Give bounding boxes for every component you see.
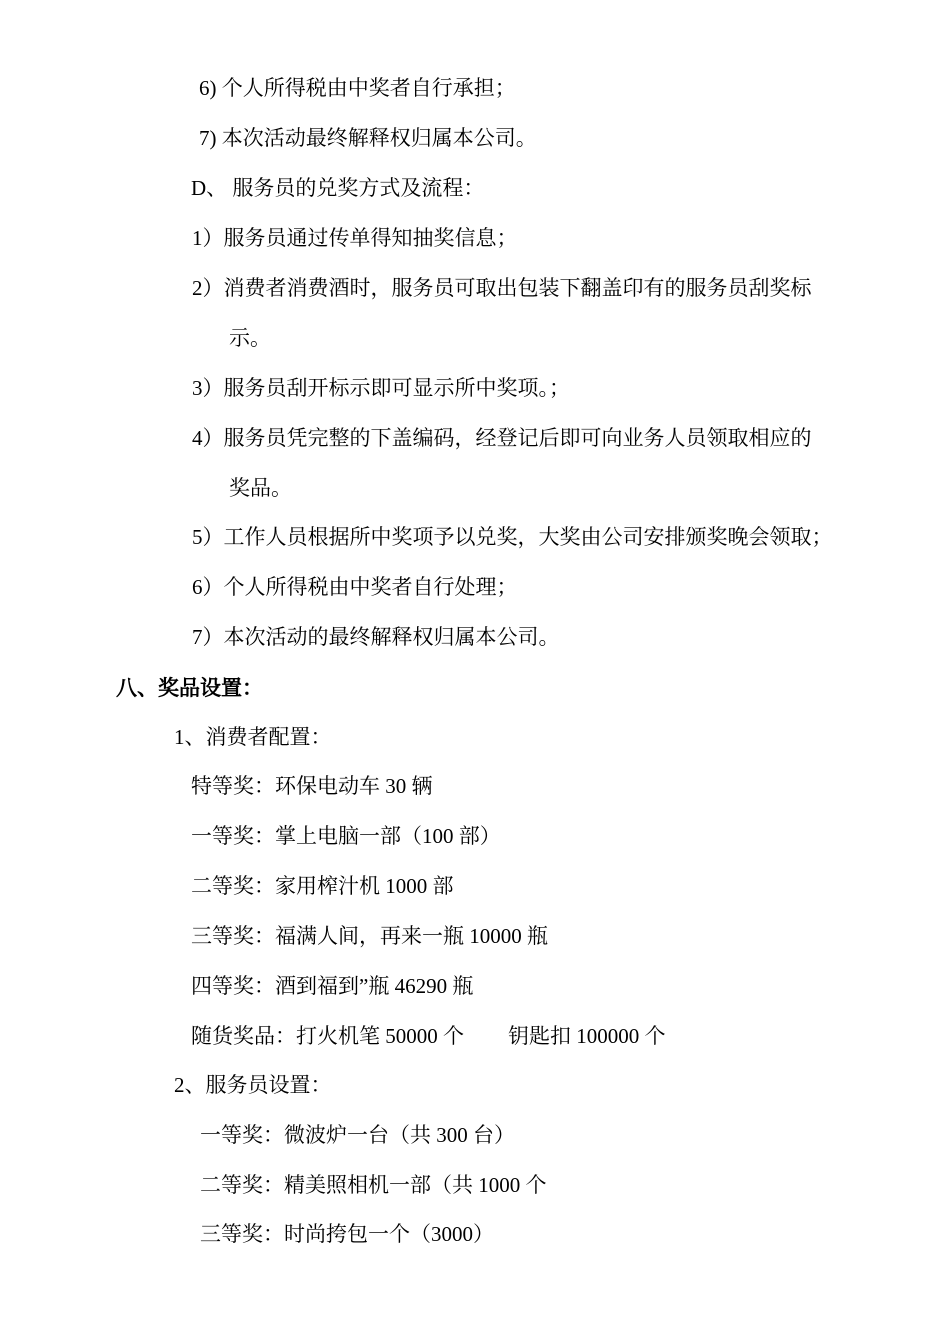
- consumer-config-title: 1、消费者配置：: [174, 725, 332, 749]
- bonus-lighter-pen: 随货奖品：打火机笔 50000 个: [191, 1024, 464, 1048]
- consumer-prize-fourth: 四等奖：酒到福到”瓶 46290 瓶: [191, 974, 474, 998]
- section-d-title: D、 服务员的兑奖方式及流程：: [191, 176, 485, 200]
- section-d-item-5: 5）工作人员根据所中奖项予以兑奖，大奖由公司安排颁奖晚会领取；: [192, 525, 833, 549]
- consumer-prize-first: 一等奖：掌上电脑一部（100 部）: [191, 824, 501, 848]
- section-d-item-4: 4）服务员凭完整的下盖编码，经登记后即可向业务人员领取相应的: [192, 426, 812, 450]
- list-item-7: 7) 本次活动最终解释权归属本公司。: [199, 126, 537, 150]
- consumer-prize-second: 二等奖：家用榨汁机 1000 部: [191, 874, 454, 898]
- section-d-item-2: 2）消费者消费酒时，服务员可取出包装下翻盖印有的服务员刮奖标: [192, 276, 812, 300]
- waiter-prize-third: 三等奖：时尚挎包一个（3000）: [200, 1222, 494, 1246]
- section-d-item-2-cont: 示。: [229, 326, 271, 350]
- consumer-bonus-prizes: [191, 1021, 666, 1051]
- waiter-prize-second: 二等奖：精美照相机一部（共 1000 个: [200, 1173, 547, 1197]
- waiter-prize-first: 一等奖：微波炉一台（共 300 台）: [200, 1123, 515, 1147]
- section-d-item-7: 7）本次活动的最终解释权归属本公司。: [192, 625, 560, 649]
- bonus-keychain: 钥匙扣 100000 个: [508, 1024, 666, 1048]
- consumer-prize-special: 特等奖：环保电动车 30 辆: [191, 774, 433, 798]
- section-d-item-1: 1）服务员通过传单得知抽奖信息；: [192, 226, 518, 250]
- waiter-config-title: 2、服务员设置：: [174, 1073, 332, 1097]
- consumer-prize-third: 三等奖：福满人间，再来一瓶 10000 瓶: [191, 924, 548, 948]
- section-d-item-4-cont: 奖品。: [229, 476, 292, 500]
- section-d-item-6: 6）个人所得税由中奖者自行处理；: [192, 575, 518, 599]
- section-8-heading: 八、奖品设置：: [116, 676, 263, 700]
- list-item-6: 6) 个人所得税由中奖者自行承担；: [199, 76, 516, 100]
- section-d-item-3: 3）服务员刮开标示即可显示所中奖项。；: [192, 376, 570, 400]
